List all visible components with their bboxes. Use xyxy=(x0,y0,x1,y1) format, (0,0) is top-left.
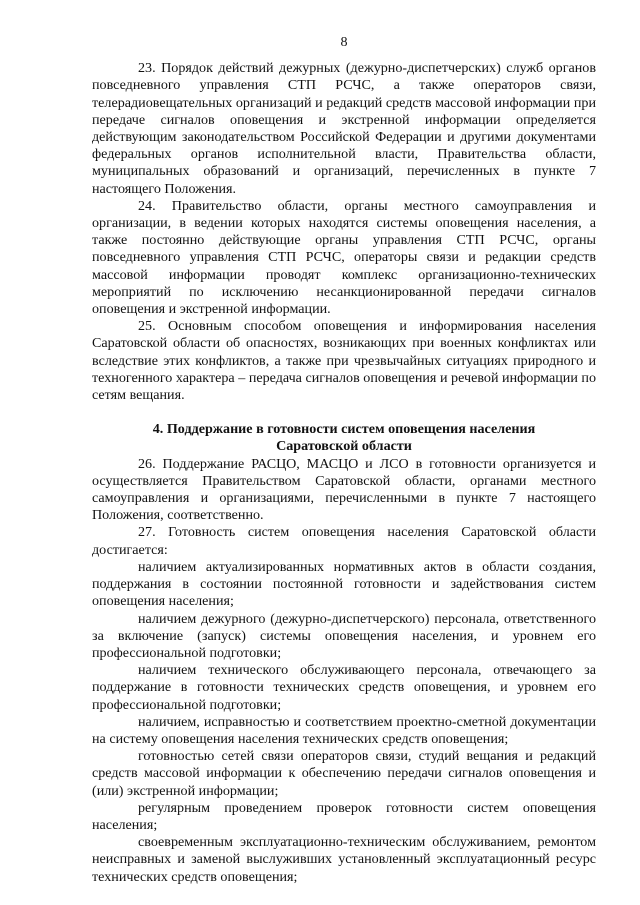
paragraph-23: 23. Порядок действий дежурных (дежурно-диспетчерских) служб органов повседневного управления СТП РСЧС, а также операторов связи, телерадиовещательных организаций и редакций средств массовой информации при передаче сигналов оповещения и экстренной информации определяется действующим законодательством Российской Федерации и другими документами федеральных органов исполнительной власти, Правительства области, муниципальных образований и организаций, перечисленных в пункте 7 настоящего Положения. xyxy=(92,60,596,197)
paragraph-25: 25. Основным способом оповещения и информирования населения Саратовской области об опасностях, возникающих при военных конфликтах или вследствие этих конфликтов, а также при чрезвычайных ситуациях природного и техногенного характера – передача сигналов оповещения и речевой информации по сетям вещания. xyxy=(92,318,596,404)
paragraph-26: 26. Поддержание РАСЦО, МАСЦО и ЛСО в готовности организуется и осуществляется Правительством Саратовской области, органами местного самоуправления и организациями, перечисленными в пункте 7 настоящего Положения, соответственно. xyxy=(92,455,596,524)
list-item: наличием дежурного (дежурно-диспетчерского) персонала, ответственного за включение (запуск) системы оповещения населения, и уровнем его профессиональной подготовки; xyxy=(92,610,596,661)
page-number: 8 xyxy=(340,34,348,50)
paragraphs-top xyxy=(92,60,596,404)
section-heading-line-2: Саратовской области xyxy=(276,438,412,455)
section-heading-line-1: 4. Поддержание в готовности систем оповещения населения xyxy=(152,421,536,438)
paragraph-27: 27. Готовность систем оповещения населения Саратовской области достигается: xyxy=(92,524,596,558)
list-item: регулярным проведением проверок готовности систем оповещения населения; xyxy=(92,799,596,833)
list-item: наличием актуализированных нормативных актов в области создания, поддержания в состоянии постоянной готовности и задействования систем оповещения населения; xyxy=(92,558,596,610)
paragraphs-section xyxy=(92,456,596,559)
section-heading xyxy=(92,421,596,455)
list-item: своевременным эксплуатационно-техническим обслуживанием, ремонтом неисправных и заменой выслуживших установленный эксплуатационный ресурс технических средств оповещения; xyxy=(92,834,596,885)
list-item: наличием, исправностью и соответствием проектно-сметной документации на систему оповещения населения технических средств оповещения; xyxy=(92,713,596,747)
paragraph-24: 24. Правительство области, органы местного самоуправления и организации, в ведении которых находятся системы оповещения населения, а также постоянно действующие органы управления СТП РСЧС, органы повседневного управления СТП РСЧС, операторы связи и редакции средств массовой информации проводят комплекс организационно-технических мероприятий по исключению несанкционированной передачи сигналов оповещения и экстренной информации. xyxy=(92,197,596,318)
list-item: наличием технического обслуживающего персонала, отвечающего за поддержание в готовности технических средств оповещения, и уровнем его профессиональной подготовки; xyxy=(92,662,596,713)
list-item: готовностью сетей связи операторов связи, студий вещания и редакций средств массовой информации к обеспечению передачи сигналов оповещения и (или) экстренной информации; xyxy=(92,748,596,799)
readiness-list xyxy=(92,559,596,886)
